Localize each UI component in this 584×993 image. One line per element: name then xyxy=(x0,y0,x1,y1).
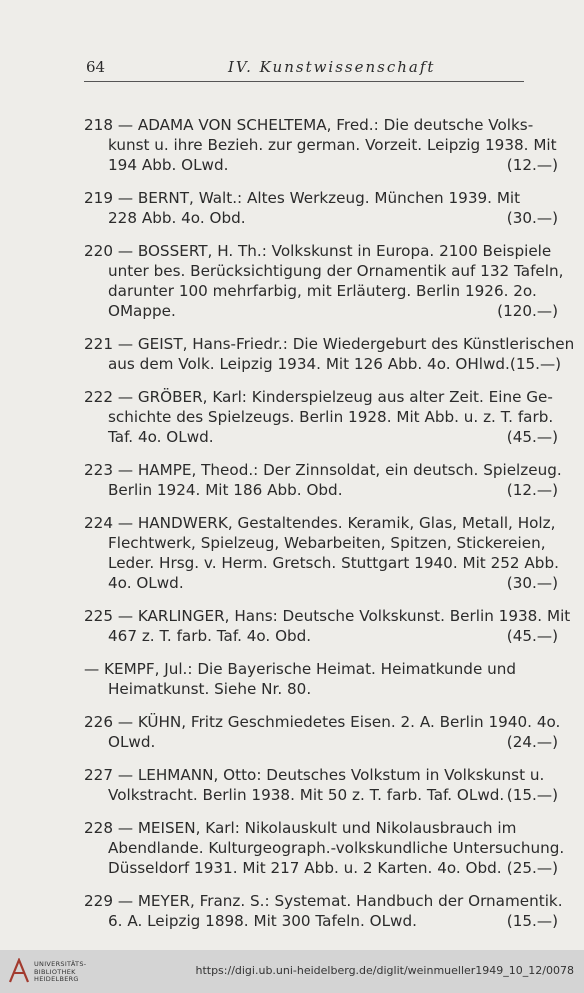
entry-first-line: 221 — GEIST, Hans-Friedr.: Die Wiedergeburt des Künstlerischen xyxy=(84,335,575,353)
entry-first-line: 220 — BOSSERT, H. Th.: Volkskunst in Europa. 2100 Beispiele xyxy=(84,242,552,260)
entry-last-line xyxy=(84,480,558,500)
library-logo-icon xyxy=(8,958,30,984)
entry-line: Taf. 4o. OLwd. xyxy=(108,428,214,446)
library-name-line: HEIDELBERG xyxy=(34,975,79,983)
catalog-entry xyxy=(84,460,562,500)
entry-line: schichte des Spielzeugs. Berlin 1928. Mit Abb. u. z. T. farb. xyxy=(108,408,554,426)
entry-last-line xyxy=(84,301,558,321)
catalog-entries xyxy=(84,115,575,944)
entry-price: (25.—) xyxy=(506,859,558,877)
entry-last-line xyxy=(84,785,558,805)
entry-price: (30.—) xyxy=(506,574,558,592)
entry-price: (12.—) xyxy=(506,481,558,499)
entry-first-line: — KEMPF, Jul.: Die Bayerische Heimat. Heimatkunde und xyxy=(84,660,517,678)
page-number: 64 xyxy=(86,58,106,76)
catalog-entry xyxy=(84,387,558,447)
entry-line: Düsseldorf 1931. Mit 217 Abb. u. 2 Karten. 4o. Obd. xyxy=(108,859,502,877)
entry-line: Volkstracht. Berlin 1938. Mit 50 z. T. farb. Taf. OLwd. xyxy=(108,786,505,804)
entry-price: (120.—) xyxy=(497,302,558,320)
entry-line: kunst u. ihre Bezieh. zur german. Vorzeit. Leipzig 1938. Mit xyxy=(108,136,557,154)
entry-first-line: 226 — KÜHN, Fritz Geschmiedetes Eisen. 2. A. Berlin 1940. 4o. xyxy=(84,713,561,731)
entry-last-line xyxy=(84,208,558,228)
entry-price: (45.—) xyxy=(506,428,558,446)
entry-first-line: 222 — GRÖBER, Karl: Kinderspielzeug aus alter Zeit. Eine Ge- xyxy=(84,388,553,406)
entry-last-line xyxy=(84,732,558,752)
entry-first-line: 218 — ADAMA VON SCHELTEMA, Fred.: Die deutsche Volks- xyxy=(84,116,534,134)
entry-line: aus dem Volk. Leipzig 1934. Mit 126 Abb. 4o. OHlwd. xyxy=(108,355,510,373)
library-name-line: BIBLIOTHEK xyxy=(34,967,76,976)
catalog-entry xyxy=(84,818,565,878)
entry-line: Berlin 1924. Mit 186 Abb. Obd. xyxy=(108,481,343,499)
entry-first-line: 228 — MEISEN, Karl: Nikolauskult und Nikolausbrauch im xyxy=(84,819,517,837)
entry-line: Leder. Hrsg. v. Herm. Gretsch. Stuttgart 1940. Mit 252 Abb. xyxy=(108,554,559,572)
entry-line: Flechtwerk, Spielzeug, Webarbeiten, Spitzen, Stickereien, xyxy=(108,534,546,552)
entry-first-line: 229 — MEYER, Franz. S.: Systemat. Handbuch der Ornamentik. xyxy=(84,892,563,910)
catalog-entry xyxy=(84,334,575,374)
footer-bar xyxy=(0,950,584,993)
catalog-entry xyxy=(84,115,558,175)
entry-last-line xyxy=(84,626,558,646)
entry-first-line: 219 — BERNT, Walt.: Altes Werkzeug. München 1939. Mit xyxy=(84,189,521,207)
entry-line: Heimatkunst. Siehe Nr. 80. xyxy=(108,680,312,698)
entry-first-line: 225 — KARLINGER, Hans: Deutsche Volkskunst. Berlin 1938. Mit xyxy=(84,607,571,625)
page-header xyxy=(86,58,526,80)
entry-price: (15.—) xyxy=(506,912,558,930)
catalog-entry xyxy=(84,659,558,699)
catalog-entry xyxy=(84,241,564,321)
entry-line: OLwd. xyxy=(108,733,156,751)
entry-first-line: 227 — LEHMANN, Otto: Deutsches Volkstum in Volkskunst u. xyxy=(84,766,545,784)
catalog-entry xyxy=(84,513,558,593)
entry-first-line: 224 — HANDWERK, Gestaltendes. Keramik, Glas, Metall, Holz, xyxy=(84,514,556,532)
entry-price: (45.—) xyxy=(506,627,558,645)
entry-line: 4o. OLwd. xyxy=(108,574,184,592)
entry-last-line xyxy=(84,354,562,374)
catalog-entry xyxy=(84,891,563,931)
catalog-entry xyxy=(84,712,561,752)
source-url-link[interactable]: https://digi.ub.uni-heidelberg.de/diglit/weinmueller1949_10_12/0078 xyxy=(195,964,574,977)
catalog-entry xyxy=(84,188,558,228)
entry-last-line xyxy=(84,858,558,878)
entry-first-line: 223 — HAMPE, Theod.: Der Zinnsoldat, ein deutsch. Spielzeug. xyxy=(84,461,562,479)
library-name-line: UNIVERSITÄTS- xyxy=(34,960,87,968)
entry-line: 467 z. T. farb. Taf. 4o. Obd. xyxy=(108,627,312,645)
entry-line: 194 Abb. OLwd. xyxy=(108,156,229,174)
entry-last-line xyxy=(84,155,558,175)
entry-last-line xyxy=(84,573,558,593)
entry-line: Abendlande. Kulturgeograph.-volkskundliche Untersuchung. xyxy=(108,839,565,857)
entry-price: (12.—) xyxy=(506,156,558,174)
entry-last-line xyxy=(84,911,558,931)
header-rule xyxy=(84,81,524,82)
entry-price: (15.—) xyxy=(509,355,562,373)
entry-line: 6. A. Leipzig 1898. Mit 300 Tafeln. OLwd. xyxy=(108,912,417,930)
entry-line: unter bes. Berücksichtigung der Ornamentik auf 132 Tafeln, xyxy=(108,262,564,280)
entry-price: (15.—) xyxy=(506,786,558,804)
catalog-entry xyxy=(84,765,558,805)
catalog-entry xyxy=(84,606,571,646)
entry-line: 228 Abb. 4o. Obd. xyxy=(108,209,246,227)
entry-price: (24.—) xyxy=(506,733,558,751)
entry-price: (30.—) xyxy=(506,209,558,227)
library-name xyxy=(34,961,86,984)
entry-last-line xyxy=(84,427,558,447)
entry-line: OMappe. xyxy=(108,302,176,320)
entry-line: darunter 100 mehrfarbig, mit Erläuterg. Berlin 1926. 2o. xyxy=(108,282,537,300)
running-head: IV. Kunstwissenschaft xyxy=(228,58,436,76)
